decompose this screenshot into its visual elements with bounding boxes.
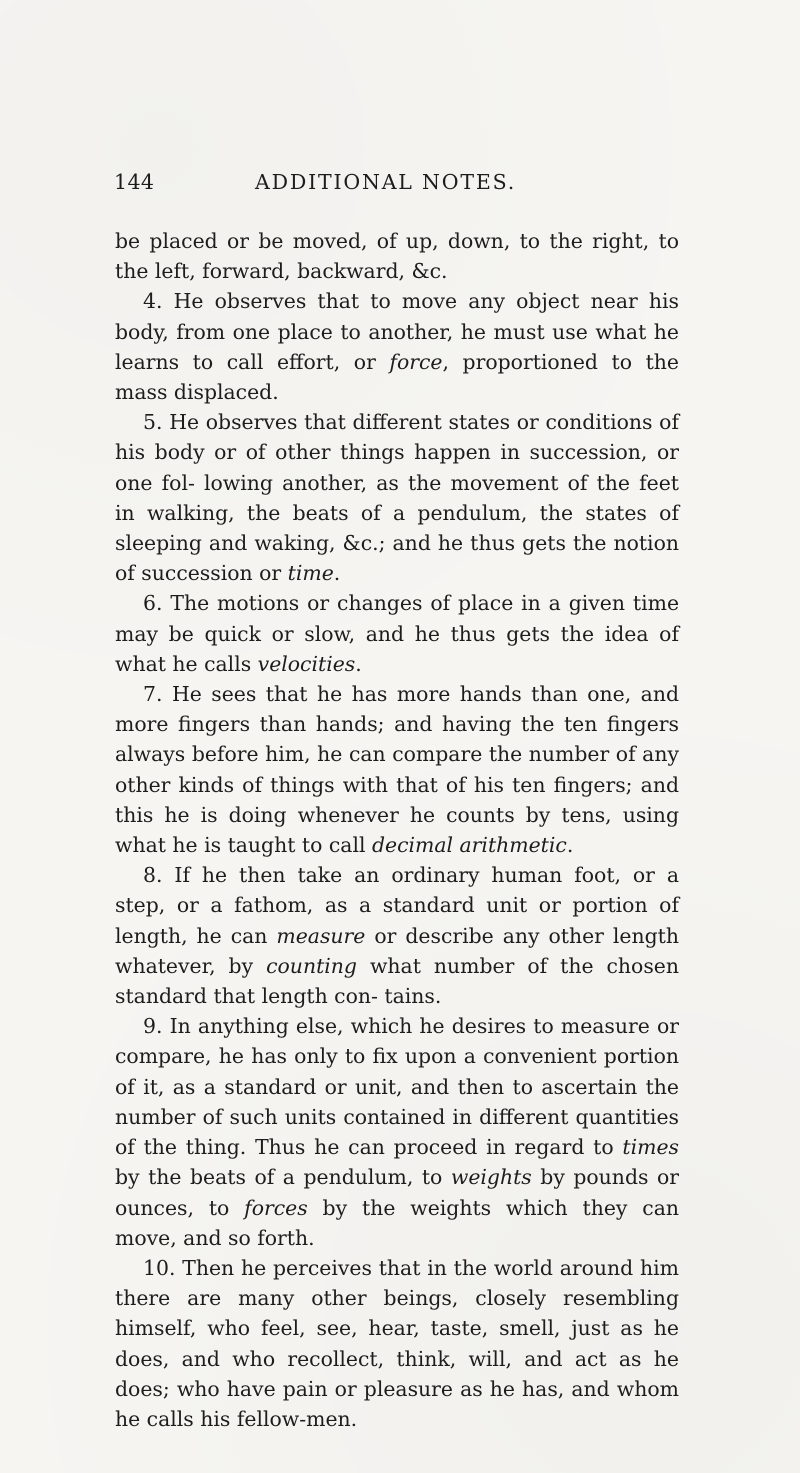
paragraph-text: what number of the chosen standard that length con- tains. (115, 953, 679, 1009)
paragraph-text: If he then take an ordinary human foot, or a step, or a fathom, as a standard unit or portion of length, he can (115, 863, 679, 948)
paragraph-9 (115, 1011, 679, 1253)
paragraph-text: . (333, 561, 341, 586)
italic-term: decimal arithmetic (371, 833, 567, 858)
paragraph-number: 10. (143, 1255, 176, 1280)
paragraph-text: by the weights which they can move, and so forth. (115, 1195, 679, 1250)
paragraph-4 (115, 286, 679, 407)
paragraph-8 (115, 860, 679, 1011)
paragraph-10 (115, 1253, 679, 1434)
italic-term: measure (276, 923, 366, 948)
paragraph-text: Then he perceives that in the world around him there are many other beings, closely resembling himself, who feel, see, hear, taste, smell, just as he does, and who recollect, think, will, and act as he does; who have pain or pleasure as he has, and whom he calls his fellow-men. (115, 1255, 679, 1431)
paragraph-text: by pounds or ounces, to (115, 1165, 679, 1220)
paragraph-7 (115, 679, 679, 860)
paragraph-6 (115, 588, 679, 679)
italic-term: time (287, 561, 334, 586)
paragraph-continuation (115, 226, 679, 286)
italic-term: counting (266, 953, 357, 978)
italic-term: weights (450, 1165, 532, 1190)
body-text (115, 226, 679, 1434)
paragraph-text: The motions or changes of place in a given time may be quick or slow, and he thus gets the idea of what he calls (115, 591, 680, 676)
italic-term: times (622, 1135, 679, 1160)
paragraph-number: 7. (143, 682, 163, 707)
italic-term: forces (244, 1195, 308, 1220)
running-title: ADDITIONAL NOTES. (255, 170, 517, 194)
paragraph-text: He observes that different states or conditions of his body or of other things happen in succession, or one fol- lowing another, as the movement of the feet in walking, the beats of a pendulum, the states of sleeping and waking, &c.; and he thus gets the notion of succession or (115, 410, 680, 586)
italic-term: velocities (257, 651, 356, 676)
paragraph-text: . (355, 651, 362, 676)
paragraph-text: . (566, 833, 574, 858)
paragraph-number: 5. (143, 410, 163, 435)
paragraph-text: He sees that he has more hands than one, and more fingers than hands; and having the ten fingers always before him, he can compare the number of any other kinds of things with that of his ten fingers; and this he is doing whenever he counts by tens, using what he is taught to call (115, 682, 680, 858)
paragraph-text: by the beats of a pendulum, to (115, 1165, 451, 1190)
paragraph-text: or describe any other length whatever, by (115, 923, 679, 978)
paragraph-text: He observes that to move any object near his body, from one place to another, he must use what he learns to call effort, or (115, 289, 679, 374)
running-header (114, 170, 678, 196)
paragraph-text: In anything else, which he desires to measure or compare, he has only to fix upon a convenient portion of it, as a standard or unit, and then to ascertain the number of such units contained in different quantities of the thing. Thus he can proceed in regard to (115, 1014, 679, 1160)
paragraph-number: 9. (143, 1014, 163, 1039)
paragraph-number: 4. (143, 289, 163, 314)
paragraph-number: 6. (143, 591, 163, 616)
paragraph-text: , proportioned to the mass displaced. (115, 349, 679, 405)
italic-term: force (389, 349, 443, 374)
paragraph-5 (115, 407, 679, 588)
page-number: 144 (114, 170, 155, 194)
paragraph-number: 8. (143, 863, 163, 888)
paragraph-text: be placed or be moved, of up, down, to the right, to the left, forward, backward, &c. (115, 229, 679, 284)
